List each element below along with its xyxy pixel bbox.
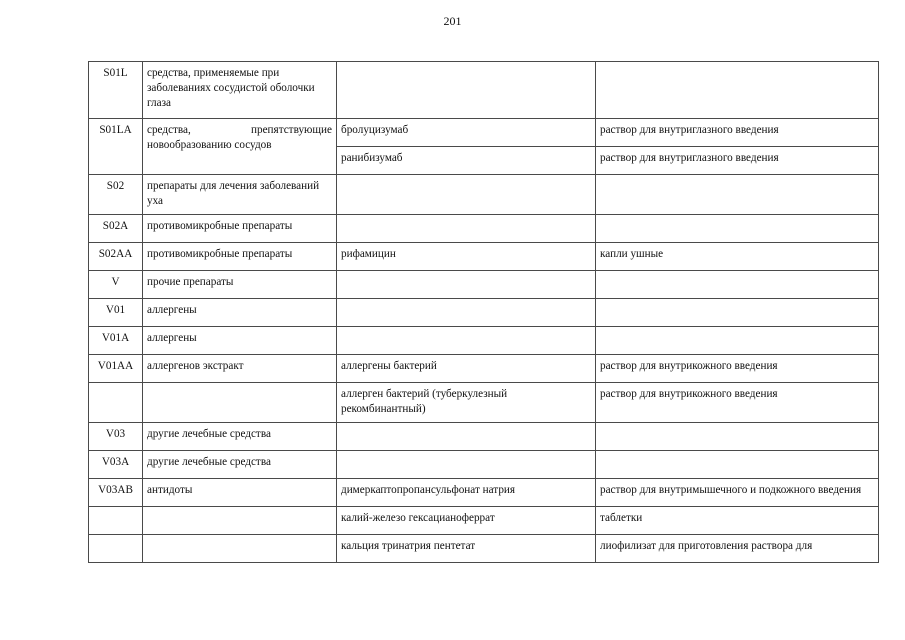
drug-classification-table [88, 61, 879, 563]
table-row [89, 479, 879, 507]
drug-name-cell [337, 451, 596, 479]
dosage-form-cell [596, 451, 879, 479]
drug-name-cell: аллерген бактерий (туберкулезный рекомбинантный) [337, 383, 596, 423]
atc-code-cell: V01AA [89, 355, 143, 383]
drug-name-cell: рифамицин [337, 243, 596, 271]
table-row [89, 355, 879, 383]
atc-code-cell: V01A [89, 327, 143, 355]
table-row [89, 243, 879, 271]
dosage-form-cell: капли ушные [596, 243, 879, 271]
group-name-cell [143, 535, 337, 563]
dosage-form-cell [596, 62, 879, 119]
drug-name-cell: калий-железо гексацианоферрат [337, 507, 596, 535]
group-name-cell: аллергены [143, 327, 337, 355]
drug-name-cell: димеркаптопропансульфонат натрия [337, 479, 596, 507]
group-name-cell: аллергены [143, 299, 337, 327]
group-name-cell: аллергенов экстракт [143, 355, 337, 383]
table-row [89, 175, 879, 215]
group-name-cell: другие лечебные средства [143, 423, 337, 451]
dosage-form-cell [596, 215, 879, 243]
atc-code-cell: V03AB [89, 479, 143, 507]
drug-name-cell [337, 215, 596, 243]
table-row [89, 119, 879, 147]
table-row [89, 451, 879, 479]
dosage-form-cell: раствор для внутримышечного и подкожного введения [596, 479, 879, 507]
table-row [89, 383, 879, 423]
drug-name-cell: бролуцизумаб [337, 119, 596, 147]
dosage-form-cell: раствор для внутрикожного введения [596, 355, 879, 383]
group-name-cell [143, 507, 337, 535]
drug-name-cell: ранибизумаб [337, 147, 596, 175]
atc-code-cell [89, 383, 143, 423]
atc-code-cell: V [89, 271, 143, 299]
dosage-form-cell: лиофилизат для приготовления раствора для [596, 535, 879, 563]
atc-code-cell: V03A [89, 451, 143, 479]
dosage-form-cell: раствор для внутриглазного введения [596, 119, 879, 147]
drug-name-cell [337, 423, 596, 451]
group-name-cell: противомикробные препараты [143, 243, 337, 271]
table-row [89, 62, 879, 119]
drug-name-cell [337, 175, 596, 215]
page-number: 201 [443, 14, 462, 28]
group-name-cell [143, 383, 337, 423]
table-row [89, 327, 879, 355]
group-name-cell: другие лечебные средства [143, 451, 337, 479]
table-row [89, 535, 879, 563]
table-row [89, 215, 879, 243]
drug-name-cell [337, 299, 596, 327]
dosage-form-cell [596, 299, 879, 327]
table-row [89, 423, 879, 451]
group-name-cell: средства, применяемые при заболеваниях сосудистой оболочки глаза [143, 62, 337, 119]
atc-code-cell [89, 535, 143, 563]
group-name-cell: противомикробные препараты [143, 215, 337, 243]
drug-name-cell: кальция тринатрия пентетат [337, 535, 596, 563]
atc-code-cell: V01 [89, 299, 143, 327]
dosage-form-cell [596, 423, 879, 451]
group-name-cell: препараты для лечения заболеваний уха [143, 175, 337, 215]
table-row [89, 271, 879, 299]
dosage-form-cell [596, 327, 879, 355]
atc-code-cell: S02 [89, 175, 143, 215]
dosage-form-cell [596, 271, 879, 299]
table-row [89, 507, 879, 535]
atc-code-cell: S02AA [89, 243, 143, 271]
dosage-form-cell: таблетки [596, 507, 879, 535]
atc-code-cell [89, 507, 143, 535]
group-name-cell: антидоты [143, 479, 337, 507]
drug-name-cell [337, 327, 596, 355]
group-name-cell: средства, препятствующие новообразованию сосудов [143, 119, 337, 175]
drug-name-cell [337, 271, 596, 299]
drug-name-cell: аллергены бактерий [337, 355, 596, 383]
table-row [89, 299, 879, 327]
dosage-form-cell: раствор для внутриглазного введения [596, 147, 879, 175]
dosage-form-cell: раствор для внутрикожного введения [596, 383, 879, 423]
atc-code-cell: V03 [89, 423, 143, 451]
atc-code-cell: S01LA [89, 119, 143, 175]
dosage-form-cell [596, 175, 879, 215]
drug-name-cell [337, 62, 596, 119]
atc-code-cell: S01L [89, 62, 143, 119]
group-name-cell: прочие препараты [143, 271, 337, 299]
atc-code-cell: S02A [89, 215, 143, 243]
